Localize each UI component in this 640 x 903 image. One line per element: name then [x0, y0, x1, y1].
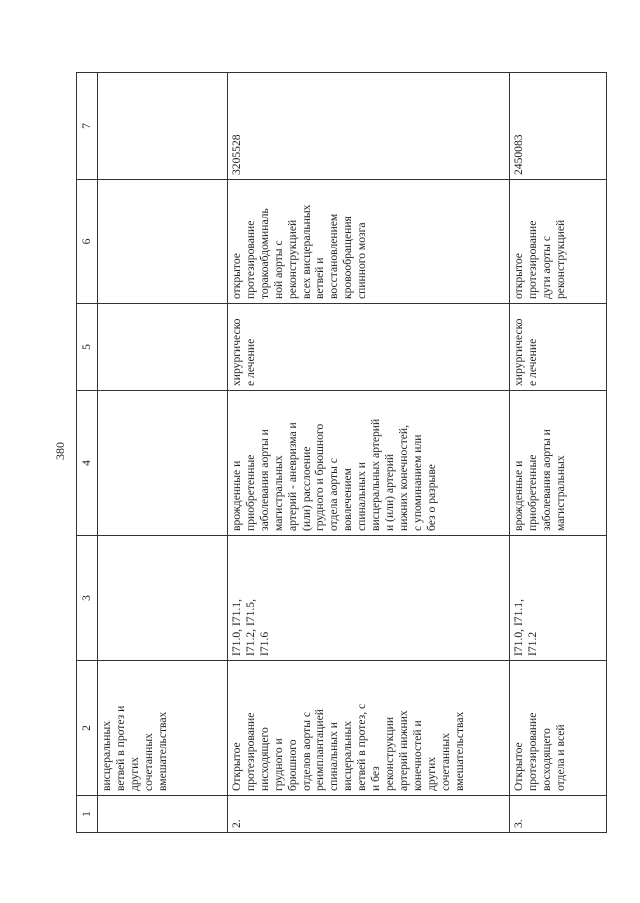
rotated-table-container: [76, 73, 607, 833]
header-cell: 2: [77, 661, 98, 796]
disease-model-cell: врожденные и приобретенные заболевания аорты и магистральных: [510, 391, 607, 536]
icd-codes-cell: I71.0, I71.1, I71.2, I71.5, I71.6: [228, 536, 510, 661]
icd-codes-cell: [98, 536, 228, 661]
header-cell: 1: [77, 796, 98, 833]
treatment-type-cell: [98, 304, 228, 391]
treatment-type-cell: хирургическо е лечение: [510, 304, 607, 391]
cost-cell: [98, 73, 228, 180]
header-cell: 6: [77, 180, 98, 304]
disease-model-cell: врожденные и приобретенные заболевания аорты и магистральных артерий - аневризма и (или) расслоение грудного и брюшного отдела аорты с вовлечением спинальных и висцеральных артерий и (или) артерий нижних конечностей, с упоминанием или без о разрыве: [228, 391, 510, 536]
procedures-table: [76, 72, 607, 833]
procedure-name-cell: Открытое протезирование нисходящего грудного и брюшного отделов аорты с реимплантацией спинальных и висцеральных ветвей в протез, с и без реконструкции артерий нижних конечностей и других сочетанных вмешательствах: [228, 661, 510, 796]
page-number: 380: [53, 442, 67, 460]
icd-codes-cell: I71.0, I71.1, I71.2: [510, 536, 607, 661]
procedure-name-cell: Открытое протезирование восходящего отдела и всей: [510, 661, 607, 796]
table-row: [228, 73, 510, 833]
cost-cell: 2450083: [510, 73, 607, 180]
header-cell: 5: [77, 304, 98, 391]
header-cell: 4: [77, 391, 98, 536]
cost-cell: 3205528: [228, 73, 510, 180]
procedure-name-cell: висцеральных ветвей в протез и других сочетанных вмешательствах: [98, 661, 228, 796]
header-row: [77, 73, 98, 833]
treatment-method-cell: открытое протезирование торакоабдоминаль ной аорты с реконструкцией всех висцеральных ветвей и восстановлением кровообращения спинного мозга: [228, 180, 510, 304]
table-row: [98, 73, 228, 833]
row-number-cell: 2.: [228, 796, 510, 833]
treatment-type-cell: хирургическо е лечение: [228, 304, 510, 391]
treatment-method-cell: [98, 180, 228, 304]
header-cell: 7: [77, 73, 98, 180]
treatment-method-cell: открытое протезирование дуги аорты с реконструкцией: [510, 180, 607, 304]
row-number-cell: 3.: [510, 796, 607, 833]
table-row: [510, 73, 607, 833]
header-cell: 3: [77, 536, 98, 661]
row-number-cell: [98, 796, 228, 833]
disease-model-cell: [98, 391, 228, 536]
